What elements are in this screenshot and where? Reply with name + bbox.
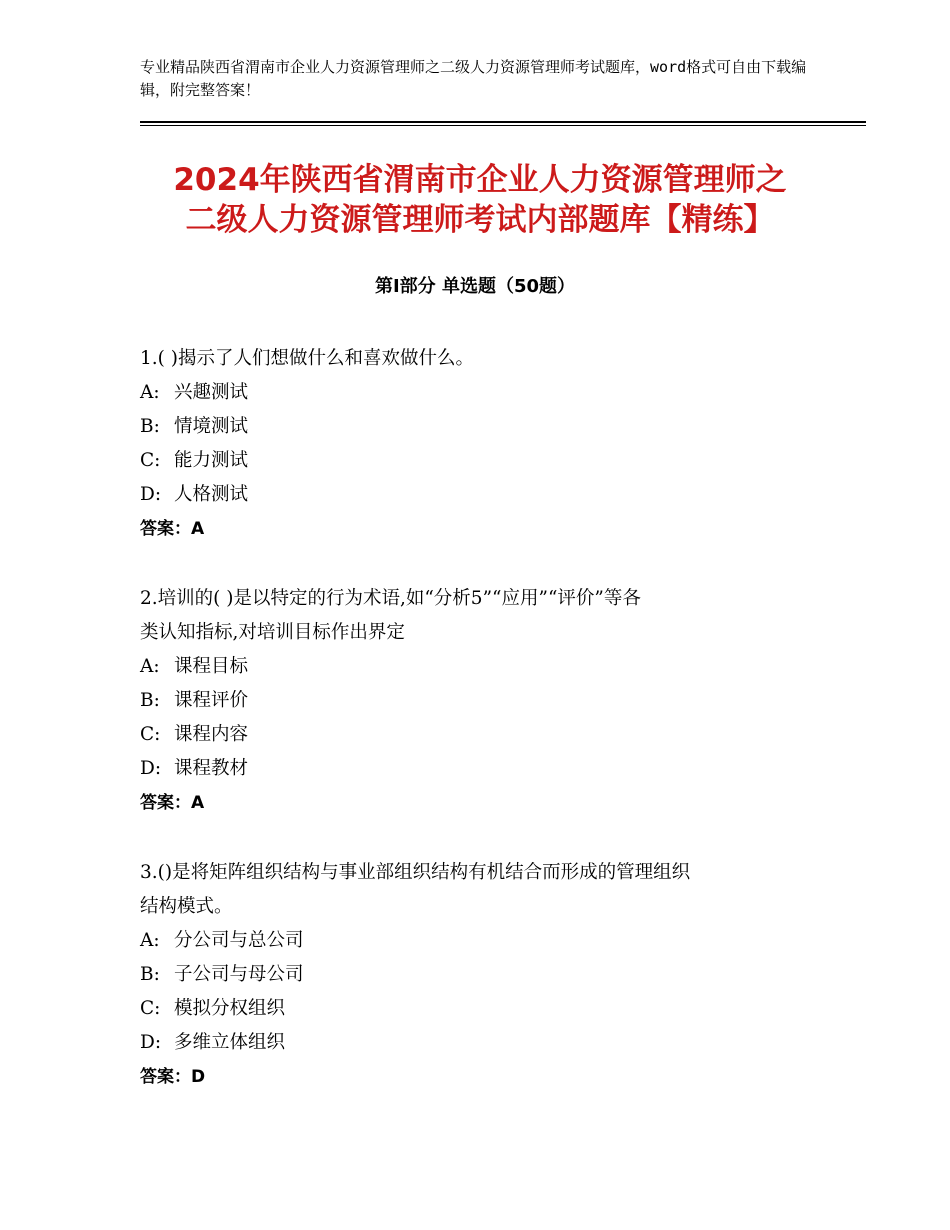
option-text: 分公司与总公司	[174, 930, 304, 951]
option-text: 课程内容	[174, 724, 249, 745]
option-text: 课程目标	[174, 656, 249, 677]
option-letter: A:	[140, 382, 160, 403]
option-text: 多维立体组织	[174, 1032, 286, 1053]
option-letter: B:	[140, 964, 160, 985]
option-d	[140, 478, 820, 512]
option-letter: D:	[140, 1032, 162, 1053]
option-text: 课程教材	[174, 758, 249, 779]
option-letter: D:	[140, 484, 162, 505]
header-rule-thick	[140, 121, 866, 123]
answer-label: 答案：	[140, 1067, 191, 1087]
option-text: 课程评价	[174, 690, 249, 711]
option-c	[140, 718, 820, 752]
option-letter: B:	[140, 416, 160, 437]
document-title-line-2: 二级人力资源管理师考试内部题库【精练】	[185, 202, 775, 238]
header-note: 专业精品陕西省渭南市企业人力资源管理师之二级人力资源管理师考试题库，word格式可自由下载编辑，附完整答案！	[140, 58, 807, 99]
option-letter: C:	[140, 724, 161, 745]
section-title: 第Ⅰ部分 单选题（50题）	[374, 276, 575, 297]
option-b	[140, 410, 820, 444]
answer-value: A	[191, 793, 205, 813]
option-d	[140, 1026, 820, 1060]
option-letter: C:	[140, 450, 161, 471]
question-text: 1.( )揭示了人们想做什么和喜欢做什么。	[140, 348, 474, 369]
option-letter: A:	[140, 930, 160, 951]
option-text: 兴趣测试	[174, 382, 249, 403]
question-text-line-2: 结构模式。	[140, 896, 233, 917]
option-text: 情境测试	[174, 416, 249, 437]
option-b	[140, 958, 820, 992]
option-c	[140, 992, 820, 1026]
answer-line	[140, 512, 820, 546]
answer-line	[140, 786, 820, 820]
option-c	[140, 444, 820, 478]
question-2	[140, 582, 820, 820]
answer-value: A	[191, 519, 205, 539]
option-letter: B:	[140, 690, 160, 711]
option-a	[140, 376, 820, 410]
option-text: 子公司与母公司	[174, 964, 304, 985]
option-text: 人格测试	[174, 484, 249, 505]
answer-label: 答案：	[140, 793, 191, 813]
option-letter: C:	[140, 998, 161, 1019]
option-letter: A:	[140, 656, 160, 677]
document-title-line-1: 2024年陕西省渭南市企业人力资源管理师之	[173, 162, 787, 198]
option-text: 能力测试	[174, 450, 249, 471]
option-letter: D:	[140, 758, 162, 779]
answer-value: D	[191, 1067, 206, 1087]
question-list	[140, 342, 820, 1130]
option-d	[140, 752, 820, 786]
question-3	[140, 856, 820, 1094]
question-text-line-1: 2.培训的( )是以特定的行为术语,如“分析5”“应用”“评价”等各	[140, 588, 641, 609]
header-rule-thin	[140, 125, 866, 126]
question-1	[140, 342, 820, 546]
option-a	[140, 924, 820, 958]
question-text-line-2: 类认知指标,对培训目标作出界定	[140, 622, 405, 643]
answer-label: 答案：	[140, 519, 191, 539]
question-text-line-1: 3.()是将矩阵组织结构与事业部组织结构有机结合而形成的管理组织	[140, 862, 691, 883]
option-a	[140, 650, 820, 684]
option-text: 模拟分权组织	[174, 998, 286, 1019]
answer-line	[140, 1060, 820, 1094]
option-b	[140, 684, 820, 718]
document-title	[100, 160, 860, 240]
